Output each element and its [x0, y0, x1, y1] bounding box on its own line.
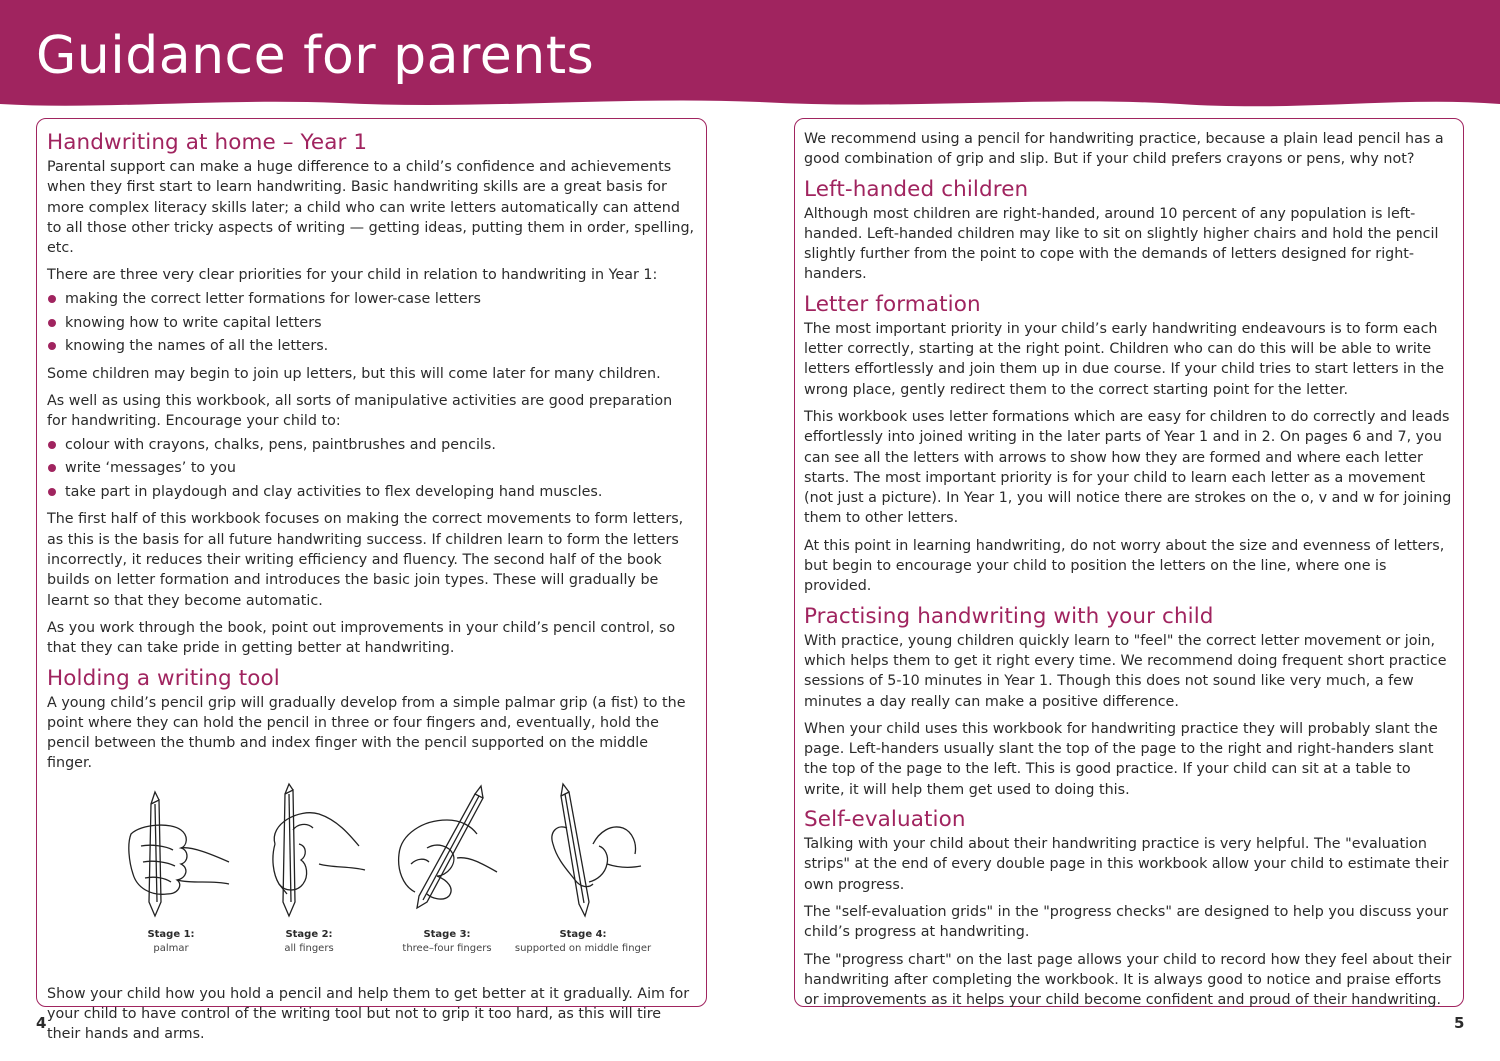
bullet-icon [48, 464, 56, 472]
list-item: write ‘messages’ to you [47, 458, 696, 478]
heading-letter-formation: Letter formation [804, 291, 981, 317]
paragraph: There are three very clear priorities for your child in relation to handwriting in Year 1: [47, 267, 658, 284]
heading-left-handed-children: Left-handed children [804, 176, 1029, 202]
bullet-icon [48, 342, 56, 350]
paragraph: Talking with your child about their handwriting practice is very helpful. The "evaluation strips" at the end of every double page in this workbook allow your child to estimate their own progress. [804, 836, 1449, 893]
heading-holding-writing-tool: Holding a writing tool [47, 665, 280, 691]
paragraph: Show your child how you hold a pencil and help them to get better at it gradually. Aim for your child to have control of the writing tool but not to grip it too hard, as this will tire their hands and arms. [47, 985, 690, 1043]
bullet-icon [48, 441, 56, 449]
paragraph: When your child uses this workbook for handwriting practice they will probably slant the page. Left-handers usually slant the top of the page to the right and right-handers slant the top of the page to the left. This is good practice. If your child can sit at a table to write, it will help them get used to doing this. [804, 720, 1438, 798]
paragraph: The "progress chart" on the last page allows your child to record how they feel about their handwriting after completing the workbook. It is always good to notice and praise efforts or improvements as it helps your child become confident and proud of their handwriting. [804, 951, 1452, 1009]
paragraph: As well as using this workbook, all sorts of manipulative activities are good preparation for handwriting. Encourage your child to: [47, 392, 673, 430]
priorities-list [47, 289, 696, 357]
bullet-icon [48, 488, 56, 496]
page-title: Guidance for parents [36, 26, 595, 86]
paragraph: The "self-evaluation grids" in the "progress checks" are designed to help you discuss your child’s progress at handwriting. [804, 903, 1449, 941]
stage-title: Stage 3: [423, 928, 471, 940]
grip-stages-illustration [47, 784, 696, 984]
paragraph: As you work through the book, point out improvements in your child’s pencil control, so that they can take pride in getting better at handwriting. [47, 619, 676, 657]
stage-title: Stage 1: [147, 928, 195, 940]
stage-title: Stage 2: [285, 928, 333, 940]
list-item: making the correct letter formations for lower-case letters [47, 289, 696, 309]
stage-4 [513, 784, 653, 956]
activities-list [47, 435, 696, 503]
paragraph: Some children may begin to join up letters, but this will come later for many children. [47, 365, 661, 382]
right-panel [794, 118, 1464, 1007]
stage-subtitle: palmar [153, 942, 189, 954]
tripod-grip-icon [523, 784, 643, 924]
paragraph: Parental support can make a huge difference to a child’s confidence and achievements when they first start to learn handwriting. Basic handwriting skills are a great basis for more complex literacy skills later; a child who can write letters automatically can attend to all those other tricky aspects of writing — getting ideas, putting them in order, spelling, etc. [47, 159, 695, 257]
all-fingers-grip-icon [249, 784, 369, 924]
stage-subtitle: all fingers [284, 942, 334, 954]
header-banner [0, 0, 1500, 118]
heading-self-evaluation: Self-evaluation [804, 807, 966, 833]
palmar-grip-icon [111, 784, 231, 924]
paragraph: A young child’s pencil grip will gradually develop from a simple palmar grip (a fist) to the point where they can hold the pencil in three or four fingers and, eventually, hold the pencil between the thumb and index finger with the pencil supported on the middle finger. [47, 694, 686, 772]
heading-handwriting-at-home: Handwriting at home – Year 1 [47, 130, 368, 155]
stage-subtitle: supported on middle finger [514, 942, 652, 954]
list-item: colour with crayons, chalks, pens, paintbrushes and pencils. [47, 435, 696, 455]
page-number-right: 5 [1454, 1014, 1465, 1032]
paragraph: This workbook uses letter formations which are easy for children to do correctly and leads effortlessly into joined writing in the later parts of Year 1 and in 2. On pages 6 and 7, you can see all the letters with arrows to show how they are formed and where each letter starts. The most important priority is for your child to learn each letter as a movement (not just a picture). In Year 1, you will notice there are strokes on the o, v and w for joining them to other letters. [804, 408, 1452, 527]
three-four-fingers-grip-icon [387, 784, 507, 924]
stage-subtitle: three–four fingers [402, 942, 492, 954]
paragraph: The most important priority in your child’s early handwriting endeavours is to form each letter correctly, starting at the right point. Children who can do this will be able to write letters effortlessly and join them up in due course. If your child tries to start letters in the wrong place, gently redirect them to the correct starting point for the letter. [804, 320, 1445, 398]
stage-2 [239, 784, 379, 956]
page-number-left: 4 [36, 1014, 47, 1032]
bullet-icon [48, 295, 56, 303]
heading-practising-handwriting: Practising handwriting with your child [804, 603, 1214, 629]
paragraph: Although most children are right-handed, around 10 percent of any population is left-handed. Left-handed children may like to sit on slightly higher chairs and hold the pencil slightly further from the point to cope with the demands of letters designed for right-handers. [804, 205, 1439, 283]
paragraph: At this point in learning handwriting, do not worry about the size and evenness of letters, but begin to encourage your child to position the letters on the line, where one is provided. [804, 537, 1445, 595]
left-panel [36, 118, 707, 1043]
stage-3 [377, 784, 517, 956]
list-item: knowing how to write capital letters [47, 313, 696, 333]
stage-1 [101, 784, 241, 956]
list-item: knowing the names of all the letters. [47, 336, 696, 356]
paragraph: With practice, young children quickly learn to "feel" the correct letter movement or join, which helps them to get it right every time. We recommend doing frequent short practice sessions of 5-10 minutes in Year 1. Though this does not sound like very much, a few minutes a day really can make a positive difference. [804, 632, 1447, 710]
stage-title: Stage 4: [559, 928, 607, 940]
list-item: take part in playdough and clay activities to flex developing hand muscles. [47, 482, 696, 502]
paragraph: We recommend using a pencil for handwriting practice, because a plain lead pencil has a good combination of grip and slip. But if your child prefers crayons or pens, why not? [804, 131, 1444, 168]
bullet-icon [48, 319, 56, 327]
paragraph: The first half of this workbook focuses on making the correct movements to form letters, as this is the basis for all future handwriting success. If children learn to form the letters incorrectly, it reduces their writing efficiency and fluency. The second half of the book builds on letter formation and introduces the basic join types. These will gradually be learnt so that they become automatic. [47, 511, 684, 609]
